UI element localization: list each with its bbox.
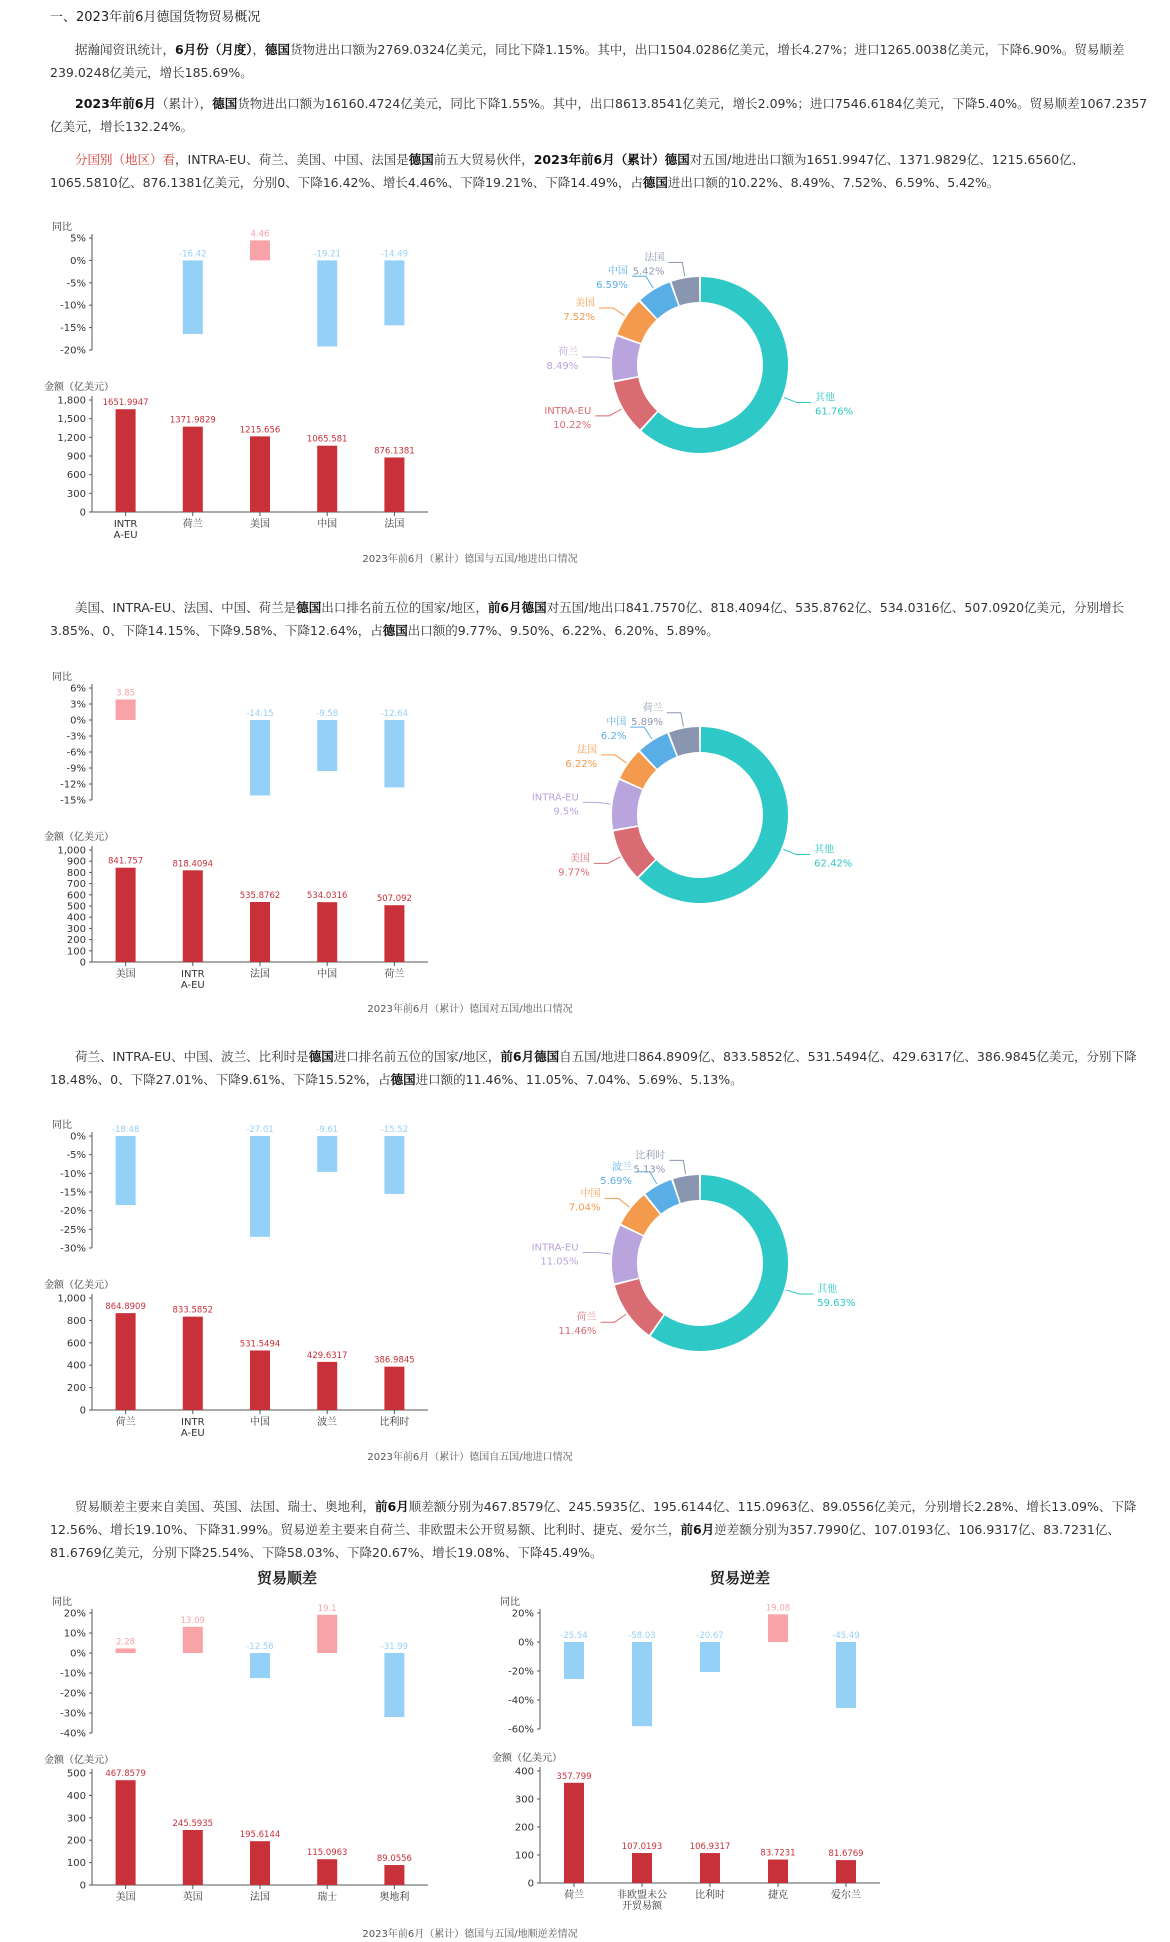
amount-tick-label: 0: [79, 507, 86, 519]
yoy-value-label: -12.56: [246, 1642, 274, 1652]
category-label: 非欧盟未公: [617, 1890, 667, 1901]
yoy-value-label: -14.49: [380, 249, 409, 260]
yoy-bar: [632, 1642, 652, 1726]
category-label: 比利时: [695, 1890, 725, 1901]
chart-imports: [0, 1108, 1170, 1478]
amount-axis-label: 金额（亿美元）: [44, 1280, 114, 1291]
amount-axis-label: 金额（亿美元）: [44, 1755, 114, 1766]
amount-tick-label: 400: [514, 1766, 534, 1778]
category-label: 荷兰: [384, 969, 405, 980]
donut-leader-line: [595, 409, 621, 416]
yoy-value-label: -19.21: [313, 249, 341, 260]
yoy-bar: [250, 1653, 270, 1678]
yoy-value-label: 2.28: [116, 1637, 136, 1648]
donut-slice-value: 5.69%: [600, 1175, 633, 1187]
yoy-tick-label: -9%: [66, 763, 86, 775]
amount-bar: [836, 1860, 856, 1883]
yoy-bar: [183, 260, 203, 334]
yoy-tick-label: 5%: [70, 233, 86, 245]
amount-tick-label: 800: [66, 867, 86, 879]
amount-tick-label: 500: [66, 901, 86, 913]
donut-slice-name: 其他: [817, 1283, 838, 1295]
donut-leader-line: [582, 357, 610, 358]
amount-value-label: 507.092: [376, 894, 412, 905]
amount-tick-label: 200: [514, 1822, 534, 1834]
amount-bar: [250, 902, 270, 962]
category-label: 美国: [250, 519, 270, 530]
amount-tick-label: 1,200: [57, 432, 86, 444]
amount-value-label: 89.0556: [376, 1854, 412, 1865]
amount-bar: [768, 1860, 788, 1883]
amount-tick-label: 600: [66, 1338, 86, 1350]
amount-bar: [317, 902, 337, 962]
amount-bar: [384, 1865, 404, 1885]
category-label: 瑞士: [317, 1892, 338, 1903]
chart-exports: [0, 660, 1170, 1030]
amount-value-label: 1651.9947: [102, 398, 149, 409]
amount-value-label: 107.0193: [621, 1842, 663, 1853]
donut-slice-name: 荷兰: [642, 702, 663, 714]
amount-axis-label: 金额（亿美元）: [492, 1753, 562, 1764]
donut-leader-line: [594, 857, 620, 864]
yoy-bar: [317, 1615, 337, 1653]
yoy-tick-label: -10%: [60, 300, 86, 312]
category-label: A-EU: [113, 530, 138, 541]
donut-slice-name: 其他: [814, 392, 835, 404]
category-label: 中国: [317, 519, 338, 530]
yoy-value-label: -9.58: [316, 709, 339, 719]
amount-bar: [250, 1841, 270, 1885]
yoy-bar: [250, 1136, 270, 1237]
amount-bar: [632, 1853, 652, 1883]
yoy-bar: [564, 1642, 584, 1679]
yoy-tick-label: -5%: [66, 278, 86, 290]
yoy-tick-label: 6%: [70, 683, 86, 695]
amount-tick-label: 300: [66, 488, 86, 500]
yoy-bar: [384, 1653, 404, 1717]
donut-leader-line: [786, 1290, 813, 1294]
category-label: 英国: [182, 1892, 203, 1903]
amount-tick-label: 200: [66, 935, 86, 947]
chart-caption: 2023年前6月（累计）德国自五国/地进口情况: [367, 1452, 573, 1463]
amount-value-label: 106.9317: [689, 1842, 731, 1853]
yoy-axis-label: 同比: [52, 1597, 72, 1608]
yoy-tick-label: 0%: [518, 1637, 534, 1649]
yoy-value-label: -16.42: [179, 249, 207, 260]
amount-tick-label: 400: [66, 1790, 86, 1802]
yoy-tick-label: -30%: [60, 1243, 86, 1255]
yoy-value-label: -20.67: [696, 1631, 724, 1641]
deficit-title: 贸易逆差: [709, 1569, 771, 1587]
amount-value-label: 876.1381: [374, 446, 415, 457]
yoy-tick-label: -6%: [66, 747, 86, 759]
donut-slice-value: 6.2%: [600, 731, 627, 743]
amount-bar: [700, 1853, 720, 1883]
amount-tick-label: 200: [66, 1383, 86, 1395]
donut-slice-value: 11.46%: [558, 1326, 597, 1338]
category-label: INTR: [113, 519, 138, 530]
amount-value-label: 534.0316: [306, 891, 348, 902]
yoy-value-label: -58.03: [628, 1631, 656, 1641]
amount-tick-label: 900: [66, 856, 86, 868]
yoy-bar: [384, 260, 404, 325]
amount-value-label: 386.9845: [374, 1355, 415, 1366]
paragraph-balance: 贸易顺差主要来自美国、英国、法国、瑞士、奥地利，前6月顺差额分别为467.8579亿、245.5935亿、195.6144亿、115.0963亿、89.0556亿美元，分别增长2.28%、增长13.09%、下降12.56%、增长19.10%、下降31.99%。贸易逆差主要来自荷兰、非欧盟未公开贸易额、比利时、捷克、爱尔兰，前6月逆差额分别为357.7990亿、107.0193亿、106.9317亿、83.7231亿、81.6769亿美元，分别下降25.54%、下降58.03%、下降20.67%、增长19.08%、下降45.49%。: [50, 1499, 1137, 1560]
yoy-bar: [317, 720, 337, 771]
donut-slice-name: INTRA-EU: [531, 792, 579, 804]
donut-leader-line: [601, 755, 626, 763]
category-label: 荷兰: [115, 1417, 136, 1428]
yoy-value-label: 19.1: [317, 1603, 337, 1614]
yoy-tick-label: -60%: [508, 1724, 534, 1736]
yoy-tick-label: 10%: [63, 1628, 86, 1640]
yoy-bar: [116, 1136, 136, 1205]
donut-slice-name: 波兰: [612, 1161, 633, 1173]
donut-leader-line: [669, 1160, 685, 1174]
yoy-axis-label: 同比: [52, 1120, 72, 1131]
amount-tick-label: 0: [79, 957, 86, 969]
yoy-tick-label: -15%: [60, 323, 86, 335]
amount-value-label: 81.6769: [828, 1849, 864, 1860]
yoy-tick-label: -40%: [60, 1728, 86, 1740]
yoy-value-label: -9.61: [316, 1125, 339, 1135]
yoy-tick-label: -15%: [60, 795, 86, 807]
donut-slice: [612, 780, 642, 829]
amount-value-label: 245.5935: [172, 1818, 214, 1829]
category-label: 法国: [250, 1892, 270, 1903]
donut-slice-value: 9.5%: [553, 806, 579, 818]
chart-trade-partners: [0, 210, 1170, 580]
yoy-axis-label: 同比: [52, 222, 72, 233]
yoy-value-label: -18.48: [111, 1125, 140, 1135]
amount-value-label: 429.6317: [306, 1350, 348, 1361]
donut-slice-value: 6.22%: [565, 758, 598, 770]
chart-caption: 2023年前6月（累计）德国与五国/地顺逆差情况: [362, 1929, 578, 1940]
category-label: INTR: [181, 969, 205, 980]
yoy-bar: [250, 240, 270, 260]
category-label: 爱尔兰: [831, 1890, 861, 1901]
paragraph-monthly: 据瀚闻资讯统计，6月份（月度），德国货物进出口额为2769.0324亿美元，同比下降1.15%。其中，出口1504.0286亿美元，增长4.27%；进口1265.0038亿美元，下降6.90%。贸易顺差239.0248亿美元，增长185.69%。: [50, 42, 1125, 80]
donut-slice-name: 荷兰: [558, 347, 579, 359]
amount-value-label: 818.4094: [172, 859, 214, 870]
yoy-bar: [116, 1648, 136, 1653]
donut-slice-name: 美国: [575, 298, 596, 310]
surplus-title: 贸易顺差: [256, 1569, 318, 1587]
donut-slice-value: 11.05%: [540, 1256, 579, 1268]
amount-tick-label: 600: [66, 890, 86, 902]
category-label: 美国: [115, 969, 136, 980]
yoy-tick-label: -3%: [66, 731, 86, 743]
donut-slice-name: 其他: [814, 844, 835, 856]
yoy-bar: [317, 260, 337, 346]
yoy-value-label: 3.85: [116, 688, 136, 699]
yoy-value-label: -14.15: [246, 709, 274, 719]
donut-leader-line: [668, 263, 684, 277]
amount-bar: [384, 905, 404, 962]
amount-tick-label: 400: [66, 1360, 86, 1372]
yoy-tick-label: -20%: [508, 1666, 534, 1678]
donut-slice-value: 7.04%: [568, 1202, 601, 1214]
donut-leader-line: [632, 276, 653, 288]
donut-slice-value: 61.76%: [814, 406, 854, 418]
donut-leader-line: [583, 1252, 611, 1253]
amount-bar: [384, 457, 404, 512]
amount-bar: [564, 1783, 584, 1883]
yoy-tick-label: -30%: [60, 1708, 86, 1720]
donut-slice-name: 美国: [569, 853, 590, 865]
amount-axis-label: 金额（亿美元）: [44, 382, 114, 393]
donut-leader-line: [599, 308, 625, 316]
amount-tick-label: 300: [66, 1813, 86, 1825]
donut-leader-line: [630, 727, 651, 739]
donut-slice-value: 5.13%: [633, 1164, 666, 1176]
yoy-bar: [317, 1136, 337, 1172]
yoy-bar: [384, 720, 404, 787]
amount-tick-label: 300: [514, 1794, 534, 1806]
amount-tick-label: 900: [66, 451, 86, 463]
category-label: 开贸易额: [622, 1901, 662, 1912]
amount-tick-label: 500: [66, 1768, 86, 1780]
donut-slice-value: 5.42%: [632, 266, 665, 278]
amount-bar: [183, 427, 203, 512]
yoy-tick-label: -10%: [60, 1668, 86, 1680]
amount-value-label: 467.8579: [105, 1769, 146, 1780]
donut-slice-name: 中国: [606, 717, 627, 729]
amount-value-label: 1371.9829: [169, 415, 216, 426]
yoy-tick-label: 0%: [70, 1648, 86, 1660]
category-label: 荷兰: [564, 1890, 584, 1901]
donut-slice: [612, 336, 640, 380]
yoy-tick-label: -40%: [508, 1695, 534, 1707]
yoy-axis-label: 同比: [500, 1597, 520, 1608]
yoy-value-label: -27.01: [246, 1125, 274, 1135]
yoy-bar: [700, 1642, 720, 1672]
donut-slice-value: 8.49%: [546, 361, 579, 373]
yoy-bar: [836, 1642, 856, 1708]
yoy-tick-label: -12%: [60, 779, 86, 791]
amount-tick-label: 1,500: [57, 414, 86, 426]
amount-value-label: 535.8762: [239, 890, 281, 901]
amount-tick-label: 300: [66, 923, 86, 935]
donut-slice-name: INTRA-EU: [544, 405, 592, 417]
yoy-tick-label: -20%: [60, 345, 86, 357]
yoy-value-label: 4.46: [250, 229, 270, 240]
yoy-tick-label: 3%: [70, 699, 86, 711]
donut-leader-line: [783, 849, 810, 854]
amount-tick-label: 200: [66, 1835, 86, 1847]
amount-value-label: 195.6144: [239, 1830, 281, 1841]
category-label: 荷兰: [182, 519, 203, 530]
amount-bar: [250, 436, 270, 512]
donut-slice: [612, 1226, 643, 1284]
yoy-tick-label: 0%: [70, 1131, 86, 1143]
paragraph-partners: 分国别（地区）看，INTRA-EU、荷兰、美国、中国、法国是德国前五大贸易伙伴，2023年前6月（累计）德国对五国/地进出口额为1651.9947亿、1371.9829亿、1215.6560亿、1065.5810亿、876.1381亿美元，分别0、下降16.42%、增长4.46%、下降19.21%、下降14.49%，占德国进出口额的10.22%、8.49%、7.52%、6.59%、5.42%。: [50, 152, 1085, 190]
yoy-value-label: 13.09: [180, 1615, 205, 1626]
category-label: 法国: [250, 969, 270, 980]
donut-slice-value: 7.52%: [563, 312, 596, 324]
yoy-tick-label: -20%: [60, 1688, 86, 1700]
yoy-bar: [183, 1627, 203, 1653]
yoy-bar: [768, 1614, 788, 1642]
yoy-tick-label: -25%: [60, 1224, 86, 1236]
amount-tick-label: 400: [66, 912, 86, 924]
amount-value-label: 841.757: [108, 856, 144, 867]
amount-tick-label: 600: [66, 470, 86, 482]
amount-bar: [116, 1313, 136, 1410]
amount-bar: [317, 1859, 337, 1885]
paragraph-imports: 荷兰、INTRA-EU、中国、波兰、比利时是德国进口排名前五位的国家/地区，前6月德国自五国/地进口864.8909亿、833.5852亿、531.5494亿、429.6317亿、386.9845亿美元，分别下降18.48%、0、下降27.01%、下降9.61%、下降15.52%，占德国进口额的11.46%、11.05%、7.04%、5.69%、5.13%。: [50, 1049, 1137, 1087]
donut-leader-line: [601, 1314, 627, 1322]
yoy-tick-label: -20%: [60, 1206, 86, 1218]
amount-bar: [183, 1830, 203, 1885]
donut-slice-value: 59.63%: [817, 1297, 856, 1309]
yoy-bar: [250, 720, 270, 795]
amount-bar: [183, 870, 203, 962]
yoy-value-label: 19.08: [765, 1603, 791, 1614]
amount-value-label: 115.0963: [306, 1848, 348, 1859]
amount-value-label: 1065.581: [306, 434, 348, 445]
amount-bar: [116, 409, 136, 512]
section-heading: 一、2023年前6月德国货物贸易概况: [50, 10, 261, 25]
chart-caption: 2023年前6月（累计）德国对五国/地出口情况: [367, 1004, 573, 1015]
amount-bar: [317, 446, 337, 512]
amount-value-label: 531.5494: [239, 1339, 281, 1350]
chart-caption: 2023年前6月（累计）德国与五国/地进出口情况: [362, 554, 578, 565]
amount-tick-label: 100: [66, 1858, 86, 1870]
amount-bar: [250, 1350, 270, 1410]
yoy-tick-label: -15%: [60, 1187, 86, 1199]
category-label: 中国: [250, 1417, 270, 1428]
amount-bar: [183, 1317, 203, 1410]
donut-slice-name: 法国: [577, 744, 598, 756]
yoy-bar: [384, 1136, 404, 1194]
amount-tick-label: 1,800: [57, 395, 86, 407]
paragraph-cumulative: 2023年前6月（累计），德国货物进出口额为16160.4724亿美元，同比下降1.55%。其中，出口8613.8541亿美元，增长2.09%；进口7546.6184亿美元，下降5.40%。贸易顺差1067.2357亿美元，增长132.24%。: [50, 96, 1148, 134]
amount-value-label: 833.5852: [172, 1305, 214, 1316]
amount-value-label: 1215.656: [239, 425, 281, 436]
donut-slice-name: 中国: [607, 266, 628, 278]
yoy-tick-label: 20%: [511, 1608, 534, 1620]
donut-leader-line: [583, 802, 611, 804]
paragraph-exports: 美国、INTRA-EU、法国、中国、荷兰是德国出口排名前五位的国家/地区，前6月德国对五国/地出口841.7570亿、818.4094亿、535.8762亿、534.0316亿、507.0920亿美元，分别增长3.85%、0、下降14.15%、下降9.58%、下降12.64%，占德国出口额的9.77%、9.50%、6.22%、6.20%、5.89%。: [50, 600, 1125, 638]
amount-tick-label: 1,000: [57, 1293, 86, 1305]
donut-slice-name: 法国: [644, 252, 665, 264]
amount-tick-label: 100: [66, 946, 86, 958]
yoy-tick-label: -10%: [60, 1168, 86, 1180]
yoy-value-label: -12.64: [380, 709, 409, 719]
donut-slice-name: 荷兰: [576, 1312, 597, 1324]
donut-slice-value: 6.59%: [596, 280, 628, 292]
category-label: A-EU: [180, 980, 205, 991]
donut-slice-name: 比利时: [635, 1150, 666, 1162]
category-label: 捷克: [768, 1890, 788, 1901]
amount-tick-label: 800: [66, 1315, 86, 1327]
amount-tick-label: 0: [527, 1878, 534, 1890]
donut-slice-name: 中国: [580, 1188, 601, 1200]
amount-value-label: 864.8909: [105, 1302, 146, 1313]
yoy-value-label: -31.99: [380, 1642, 409, 1652]
donut-leader-line: [604, 1198, 629, 1207]
amount-tick-label: 100: [514, 1850, 534, 1862]
category-label: 中国: [317, 969, 338, 980]
donut-leader-line: [784, 397, 811, 402]
amount-value-label: 357.799: [556, 1771, 592, 1782]
donut-slice-value: 62.42%: [814, 858, 853, 870]
yoy-value-label: -25.54: [560, 1631, 588, 1641]
amount-tick-label: 700: [66, 879, 86, 891]
amount-tick-label: 0: [79, 1405, 86, 1417]
donut-slice-name: INTRA-EU: [531, 1242, 579, 1254]
yoy-tick-label: 20%: [63, 1608, 86, 1620]
donut-slice-value: 5.89%: [631, 716, 663, 728]
yoy-tick-label: -5%: [66, 1150, 86, 1162]
yoy-tick-label: 0%: [70, 255, 86, 267]
amount-bar: [384, 1367, 404, 1410]
yoy-tick-label: 0%: [70, 715, 86, 727]
yoy-axis-label: 同比: [52, 672, 72, 683]
amount-bar: [116, 1780, 136, 1885]
amount-axis-label: 金额（亿美元）: [44, 832, 114, 843]
yoy-value-label: -15.52: [380, 1125, 409, 1135]
category-label: 波兰: [317, 1417, 338, 1428]
yoy-value-label: -45.49: [832, 1631, 860, 1641]
donut-slice: [615, 1279, 664, 1335]
category-label: 法国: [384, 519, 405, 530]
category-label: 奥地利: [379, 1892, 410, 1903]
donut-leader-line: [667, 713, 684, 727]
chart-trade-balance: [0, 1565, 1170, 1942]
yoy-bar: [116, 699, 136, 720]
amount-tick-label: 1,000: [57, 845, 86, 857]
amount-bar: [317, 1362, 337, 1410]
amount-bar: [116, 868, 136, 962]
amount-value-label: 83.7231: [760, 1848, 796, 1859]
amount-tick-label: 0: [79, 1880, 86, 1892]
category-label: 美国: [115, 1892, 136, 1903]
donut-slice-value: 9.77%: [558, 867, 590, 879]
category-label: 比利时: [379, 1417, 410, 1428]
donut-slice-value: 10.22%: [553, 419, 592, 431]
category-label: INTR: [181, 1417, 205, 1428]
category-label: A-EU: [180, 1428, 205, 1439]
